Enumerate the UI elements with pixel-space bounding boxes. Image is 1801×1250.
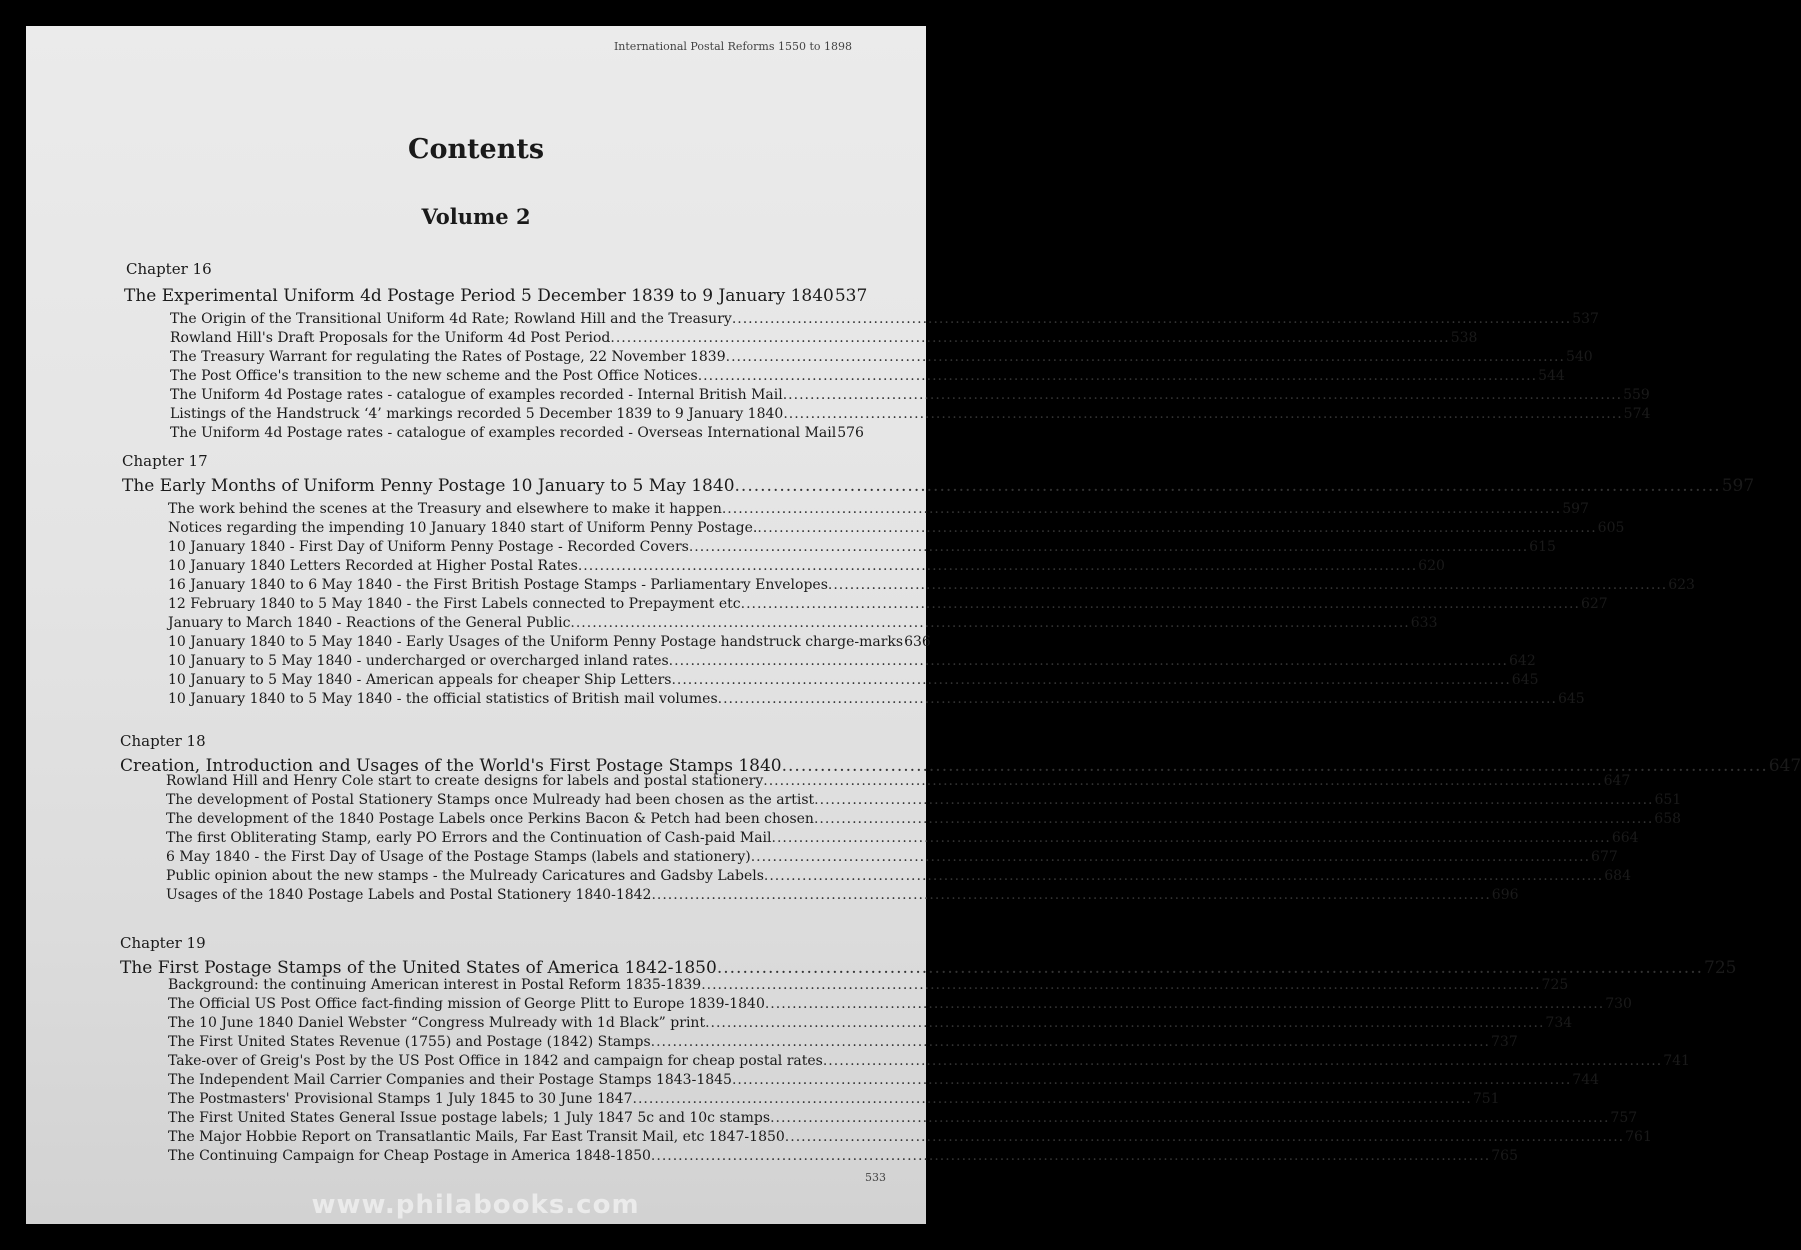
- toc-entry: [170, 348, 1593, 367]
- leader-dots: [823, 1052, 1662, 1071]
- entry-title: The development of Postal Stationery Stamps once Mulready had been chosen as the artist: [166, 792, 815, 808]
- entry-page: 741: [1663, 1053, 1690, 1069]
- toc-entry: [168, 976, 1569, 995]
- toc-entry: [166, 867, 1631, 886]
- toc-entry: [166, 791, 1682, 810]
- entry-page: 642: [1509, 653, 1536, 669]
- toc-entry: [166, 772, 1631, 791]
- leader-dots: [751, 848, 1590, 867]
- chapter-label: Chapter 19: [120, 934, 206, 952]
- leader-dots: [741, 595, 1580, 614]
- toc-entry: [168, 995, 1632, 1014]
- leader-dots: [578, 557, 1417, 576]
- entry-page: 664: [1611, 830, 1639, 846]
- entry-page: 677: [1591, 849, 1618, 865]
- entry-page: 730: [1605, 996, 1632, 1012]
- entry-title: The Postmasters' Provisional Stamps 1 July 1845 to 30 June 1847: [168, 1091, 633, 1107]
- entry-page: 647: [1603, 773, 1631, 789]
- toc-entry: [168, 538, 1556, 557]
- entry-title: 10 January 1840 - First Day of Uniform Penny Postage - Recorded Covers: [168, 539, 689, 555]
- entry-page: 559: [1623, 387, 1650, 403]
- entry-title: The work behind the scenes at the Treasury and elsewhere to make it happen: [168, 501, 722, 517]
- leader-dots: [698, 367, 1537, 386]
- chapter-entries: [170, 310, 1651, 443]
- toc-entry: [168, 1071, 1600, 1090]
- chapter-page: 537: [834, 286, 868, 306]
- toc-entry: [168, 557, 1445, 576]
- chapter-entries: [168, 976, 1690, 1166]
- entry-page: 615: [1529, 539, 1556, 555]
- entry-page: 684: [1604, 868, 1631, 884]
- entry-page: 574: [1623, 406, 1651, 422]
- leader-dots: [763, 772, 1602, 791]
- entry-title: The Major Hobbie Report on Transatlantic Mails, Far East Transit Mail, etc 1847-1850: [168, 1129, 785, 1145]
- entry-title: Notices regarding the impending 10 January 1840 start of Uniform Penny Postage.: [168, 520, 758, 536]
- toc-entry: [168, 576, 1695, 595]
- toc-entry: [170, 405, 1651, 424]
- entry-page: 651: [1654, 792, 1682, 808]
- entry-title: The 10 June 1840 Daniel Webster “Congress Mulready with 1d Black” print: [168, 1015, 706, 1031]
- chapter-title: [124, 284, 868, 308]
- entry-page: 540: [1565, 349, 1593, 365]
- entry-title: The Continuing Campaign for Cheap Postage in America 1848-1850: [168, 1148, 651, 1164]
- running-head: International Postal Reforms 1550 to 1898: [613, 40, 852, 53]
- entry-title: The Post Office's transition to the new scheme and the Post Office Notices: [170, 368, 698, 384]
- toc-entry: [170, 367, 1565, 386]
- page-number: 533: [865, 1171, 886, 1184]
- leader-dots: [785, 1128, 1624, 1147]
- entry-page: 633: [1410, 615, 1438, 631]
- entry-page: 645: [1511, 672, 1539, 688]
- entry-page: 751: [1472, 1091, 1500, 1107]
- leader-dots: [770, 1109, 1609, 1128]
- entry-title: 10 January 1840 to 5 May 1840 - Early Usages of the Uniform Penny Postage handstruck charge-marks: [168, 634, 904, 650]
- entry-page: 658: [1654, 811, 1682, 827]
- toc-entry: [168, 1090, 1500, 1109]
- entry-title: 12 February 1840 to 5 May 1840 - the First Labels connected to Prepayment etc: [168, 596, 741, 612]
- toc-entry: [168, 519, 1625, 538]
- leader-dots: [726, 348, 1565, 367]
- toc-entry: [166, 886, 1519, 905]
- entry-title: The Uniform 4d Postage rates - catalogue of examples recorded - Internal British Mail: [170, 387, 783, 403]
- toc-entry: [168, 1128, 1652, 1147]
- entry-title: 10 January 1840 to 5 May 1840 - the official statistics of British mail volumes: [168, 691, 718, 707]
- leader-dots: [783, 405, 1622, 424]
- leader-dots: [814, 810, 1653, 829]
- toc-entry: [168, 595, 1608, 614]
- entry-page: 645: [1557, 691, 1585, 707]
- entry-title: Background: the continuing American interest in Postal Reform 1835-1839: [168, 977, 702, 993]
- entry-title: Listings of the Handstruck ‘4’ markings recorded 5 December 1839 to 9 January 1840: [170, 406, 784, 422]
- leader-dots: [671, 671, 1510, 690]
- entry-page: 538: [1450, 330, 1478, 346]
- entry-title: The Treasury Warrant for regulating the Rates of Postage, 22 November 1839: [170, 349, 726, 365]
- chapter-title: [122, 474, 1755, 498]
- entry-title: Rowland Hill and Henry Cole start to create designs for labels and postal stationery: [166, 773, 764, 789]
- toc-entry: [170, 386, 1650, 405]
- leader-dots: [570, 614, 1409, 633]
- entry-title: 16 January 1840 to 6 May 1840 - the First British Postage Stamps - Parliamentary Envelopes: [168, 577, 828, 593]
- leader-dots: [669, 652, 1508, 671]
- entry-title: 10 January to 5 May 1840 - undercharged or overcharged inland rates: [168, 653, 669, 669]
- toc-entry: [170, 329, 1478, 348]
- chapter-label: Chapter 18: [120, 732, 206, 750]
- page-title: Contents: [407, 134, 545, 165]
- toc-entry: [170, 424, 862, 443]
- leader-dots: [764, 867, 1603, 886]
- entry-page: 576: [837, 425, 864, 441]
- book-page: [26, 26, 1801, 1224]
- toc-entry: [168, 1109, 1638, 1128]
- entry-title: The Origin of the Transitional Uniform 4d Rate; Rowland Hill and the Treasury: [170, 311, 732, 327]
- entry-page: 725: [1541, 977, 1569, 993]
- toc-entry: [168, 652, 1536, 671]
- entry-title: The first Obliterating Stamp, early PO Errors and the Continuation of Cash-paid Mail: [166, 830, 772, 846]
- entry-title: 10 January 1840 Letters Recorded at Higher Postal Rates: [168, 558, 578, 574]
- leader-dots: [705, 1014, 1544, 1033]
- chapter-label: Chapter 16: [126, 260, 212, 278]
- entry-title: The development of the 1840 Postage Labels once Perkins Bacon & Petch had been chosen: [166, 811, 814, 827]
- leader-dots: [783, 386, 1622, 405]
- entry-page: 623: [1668, 577, 1695, 593]
- entry-page: 757: [1610, 1110, 1638, 1126]
- chapter-title-text: Creation, Introduction and Usages of the World's First Postage Stamps 1840: [120, 756, 782, 776]
- leader-dots: [718, 690, 1557, 709]
- entry-title: The Independent Mail Carrier Companies and their Postage Stamps 1843-1845: [168, 1072, 732, 1088]
- leader-dots: [633, 1090, 1472, 1109]
- leader-dots: [701, 976, 1540, 995]
- leader-dots: [689, 538, 1528, 557]
- leader-dots: [651, 886, 1490, 905]
- entry-page: 597: [1562, 501, 1589, 517]
- entry-title: The First United States General Issue postage labels; 1 July 1847 5c and 10c stamps: [168, 1110, 771, 1126]
- toc-entry: [168, 1052, 1690, 1071]
- leader-dots: [735, 474, 1721, 498]
- chapter-title-text: The Early Months of Uniform Penny Postage 10 January to 5 May 1840: [122, 476, 735, 496]
- entry-page: 761: [1625, 1129, 1652, 1145]
- entry-page: 620: [1418, 558, 1445, 574]
- leader-dots: [828, 576, 1667, 595]
- entry-page: 765: [1491, 1148, 1518, 1164]
- entry-page: 544: [1538, 368, 1565, 384]
- toc-entry: [168, 1147, 1518, 1166]
- leader-dots: [610, 329, 1449, 348]
- toc-entry: [168, 1014, 1573, 1033]
- leader-dots: [814, 791, 1653, 810]
- chapter-entries: [166, 772, 1682, 905]
- chapter-page: 597: [1721, 476, 1755, 496]
- entry-page: 696: [1491, 887, 1519, 903]
- entry-title: 6 May 1840 - the First Day of Usage of the Postage Stamps (labels and stationery): [166, 849, 751, 865]
- entry-title: Take-over of Greig's Post by the US Post Office in 1842 and campaign for cheap postal rates: [168, 1053, 823, 1069]
- toc-entry: [166, 810, 1682, 829]
- chapter-page: 647: [1768, 756, 1801, 776]
- leader-dots: [651, 1033, 1490, 1052]
- toc-entry: [168, 671, 1539, 690]
- entry-page: 537: [1572, 311, 1599, 327]
- chapter-title-text: The First Postage Stamps of the United States of America 1842-1850: [120, 958, 717, 978]
- leader-dots: [757, 519, 1596, 538]
- entry-title: Rowland Hill's Draft Proposals for the Uniform 4d Post Period: [170, 330, 611, 346]
- leader-dots: [772, 829, 1611, 848]
- chapter-entries: [168, 500, 1695, 709]
- entry-page: 605: [1597, 520, 1625, 536]
- entry-page: 636: [904, 634, 931, 650]
- leader-dots: [732, 310, 1571, 329]
- entry-title: January to March 1840 - Reactions of the General Public: [168, 615, 571, 631]
- toc-entry: [168, 690, 1585, 709]
- entry-title: The Official US Post Office fact-finding mission of George Plitt to Europe 1839-1840: [168, 996, 765, 1012]
- leader-dots: [732, 1071, 1571, 1090]
- entry-title: The First United States Revenue (1755) and Postage (1842) Stamps: [168, 1034, 651, 1050]
- toc-entry: [166, 848, 1618, 867]
- toc-entry: [166, 829, 1639, 848]
- entry-page: 737: [1491, 1034, 1518, 1050]
- volume-heading: Volume 2: [421, 204, 531, 229]
- chapter-page: 725: [1704, 958, 1737, 978]
- chapter-title-text: The Experimental Uniform 4d Postage Period 5 December 1839 to 9 January 1840: [124, 286, 834, 306]
- entry-page: 734: [1545, 1015, 1573, 1031]
- leader-dots: [651, 1147, 1490, 1166]
- entry-title: Usages of the 1840 Postage Labels and Postal Stationery 1840-1842: [166, 887, 652, 903]
- toc-entry: [168, 633, 931, 652]
- entry-title: 10 January to 5 May 1840 - American appeals for cheaper Ship Letters: [168, 672, 672, 688]
- toc-entry: [168, 1033, 1518, 1052]
- leader-dots: [722, 500, 1561, 519]
- entry-page: 744: [1572, 1072, 1600, 1088]
- entry-title: Public opinion about the new stamps - the Mulready Caricatures and Gadsby Labels: [166, 868, 764, 884]
- toc-entry: [168, 500, 1589, 519]
- toc-entry: [168, 614, 1438, 633]
- toc-entry: [170, 310, 1599, 329]
- entry-title: The Uniform 4d Postage rates - catalogue of examples recorded - Overseas International Mail: [170, 425, 837, 441]
- leader-dots: [765, 995, 1604, 1014]
- entry-page: 627: [1580, 596, 1608, 612]
- watermark: www.philabooks.com: [311, 1190, 640, 1220]
- chapter-label: Chapter 17: [122, 452, 208, 470]
